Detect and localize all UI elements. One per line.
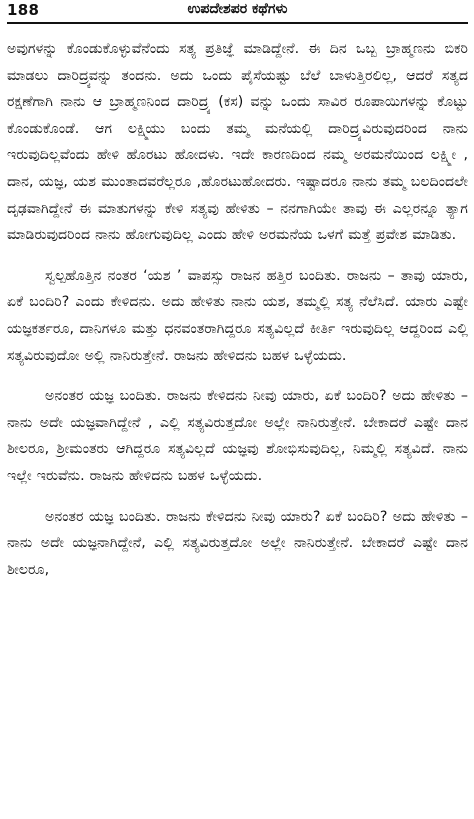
paragraph: ಅನಂತರ ಯಜ್ಞ ಬಂದಿತು. ರಾಜನು ಕೇಳಿದನು ನೀವು ಯಾರು? ಏಕೆ ಬಂದಿರಿ? ಅದು ಹೇಳಿತು – ನಾನು ಅದೇ ಯಜ್ಞನಾಗಿದ್ದೇನೆ, ಎಲ್ಲಿ ಸತ್ಯವಿರುತ್ತದೋ ಅಲ್ಲೇ ನಾನಿರುತ್ತೇನೆ. ಬೇಕಾದರೆ ಎಷ್ಟೇ ದಾನ ಶೀಲರೂ,: [7, 508, 468, 578]
paragraph: ಅನಂತರ ಯಜ್ಞ ಬಂದಿತು. ರಾಜನು ಕೇಳಿದನು ನೀವು ಯಾರು, ಏಕೆ ಬಂದಿರಿ? ಅದು ಹೇಳಿತು – ನಾನು ಅದೇ ಯಜ್ಞವಾಗಿದ್ದೇನೆ , ಎಲ್ಲಿ ಸತ್ಯವಿರುತ್ತದೋ ಅಲ್ಲೇ ನಾನಿರುತ್ತೇನೆ. ಬೇಕಾದರೆ ಎಷ್ಟೇ ದಾನ ಶೀಲರೂ, ಶ್ರೀಮಂತರು ಆಗಿದ್ದರೂ ಸತ್ಯವಿಲ್ಲದೆ ಯಜ್ಞವು ಶೋಭಿಸುವುದಿಲ್ಲ, ನಿಮ್ಮಲ್ಲಿ ಸತ್ಯವಿದೆ. ನಾನು ಇಲ್ಲೇ ಇರುವೆನು. ರಾಜನು ಹೇಳಿದನು ಬಹಳ ಒಳ್ಳೆಯದು.: [7, 388, 468, 484]
body-text: [7, 36, 468, 583]
page-header: [7, 0, 468, 24]
running-title: ಉಪದೇಶಪರ ಕಥೆಗಳು: [187, 1, 288, 17]
paragraph: ಅವುಗಳನ್ನು ಕೊಂಡುಕೊಳ್ಳುವೆನೆಂದು ಸತ್ಯ ಪ್ರತಿಜ್ಞೆ ಮಾಡಿದ್ದೇನೆ. ಈ ದಿನ ಒಬ್ಬ ಬ್ರಾಹ್ಮಣನು ಬಿಕರಿ ಮಾಡಲು ದಾರಿದ್ರ್ಯವನ್ನು ತಂದನು. ಅದು ಒಂದು ಪೈಸೆಯಷ್ಟು ಬೆಲೆ ಬಾಳುತ್ತಿರಲಿಲ್ಲ, ಆದರೆ ಸತ್ಯದ ರಕ್ಷಣೆಗಾಗಿ ನಾನು ಆ ಬ್ರಾಹ್ಮಣನಿಂದ ದಾರಿದ್ರ್ಯ (ಕಸ) ವನ್ನು ಒಂದು ಸಾವಿರ ರೂಪಾಯಿಗಳನ್ನು ಕೊಟ್ಟು ಕೊಂಡುಕೊಂಡೆ. ಆಗ ಲಕ್ಷ್ಮಿಯು ಬಂದು ತಮ್ಮ ಮನೆಯಲ್ಲಿ ದಾರಿದ್ರ್ಯವಿರುವುದರಿಂದ ನಾನು ಇರುವುದಿಲ್ಲವೆಂದು ಹೇಳಿ ಹೊರಟು ಹೋದಳು. ಇದೇ ಕಾರಣದಿಂದ ನಮ್ಮ ಅರಮನೆಯಿಂದ ಲಕ್ಷ್ಮೀ , ದಾನ, ಯಜ್ಞ, ಯಶ ಮುಂತಾದವರೆಲ್ಲರೂ ,ಹೊರಟುಹೋದರು. ಇಷ್ಟಾದರೂ ನಾನು ತಮ್ಮ ಬಲದಿಂದಲೇ ದೃಢವಾಗಿದ್ದೇನೆ ಈ ಮಾತುಗಳನ್ನು ಕೇಳಿ ಸತ್ಯವು ಹೇಳಿತು – ನನಗಾಗಿಯೇ ತಾವು ಈ ಎಲ್ಲರನ್ನೂ ತ್ಯಾಗ ಮಾಡಿರುವುದರಿಂದ ನಾನು ಹೋಗುವುದಿಲ್ಲ ಎಂದು ಹೇಳಿ ಅರಮನೆಯ ಒಳಗೆ ಮತ್ತೆ ಪ್ರವೇಶ ಮಾಡಿತು.: [7, 41, 468, 244]
paragraph: ಸ್ವಲ್ಪಹೊತ್ತಿನ ನಂತರ ‘ಯಶ ’ ವಾಪಸ್ಸು ರಾಜನ ಹತ್ತಿರ ಬಂದಿತು. ರಾಜನು – ತಾವು ಯಾರು, ಏಕೆ ಬಂದಿರಿ? ಎಂದು ಕೇಳಿದನು. ಅದು ಹೇಳಿತು ನಾನು ಯಶ, ತಮ್ಮಲ್ಲಿ ಸತ್ಯ ನೆಲೆಸಿದೆ. ಯಾರು ಎಷ್ಟೇ ಯಜ್ಞಕರ್ತರೂ, ದಾನಿಗಳೂ ಮತ್ತು ಧನವಂತರಾಗಿದ್ದರೂ ಸತ್ಯವಿಲ್ಲದೆ ಕೀರ್ತಿ ಇರುವುದಿಲ್ಲ ಆದ್ದರಿಂದ ಎಲ್ಲಿ ಸತ್ಯವಿರುವುದೋ ಅಲ್ಲಿ ನಾನಿರುತ್ತೇನೆ. ರಾಜನು ಹೇಳಿದನು ಬಹಳ ಒಳ್ಳೆಯದು.: [7, 267, 468, 364]
page-number: 188: [7, 1, 40, 19]
